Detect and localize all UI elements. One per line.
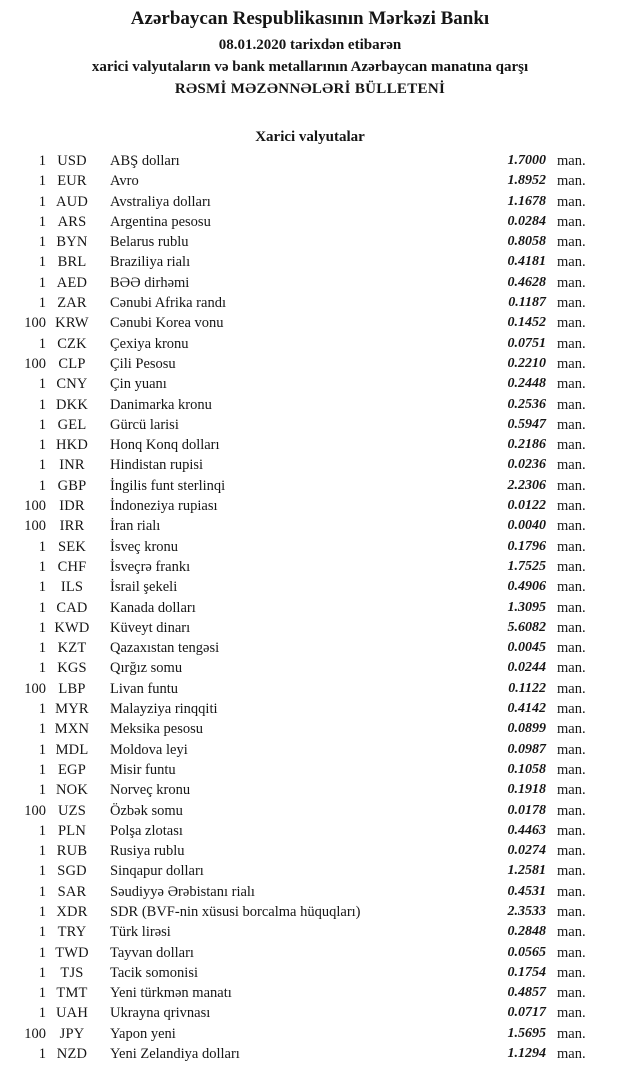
table-row: [0, 171, 620, 191]
table-row: [0, 922, 620, 942]
row-currency-name: Özbək somu: [110, 802, 183, 819]
row-unit-label: man.: [557, 355, 586, 372]
row-quantity: 100: [24, 518, 46, 535]
row-rate-value: 0.0899: [507, 721, 546, 737]
row-unit-label: man.: [557, 761, 586, 778]
row-rate-value: 0.0987: [507, 741, 546, 757]
row-unit-label: man.: [557, 518, 586, 535]
row-currency-name: Türk lirəsi: [110, 924, 171, 941]
row-currency-code: PLN: [58, 822, 86, 839]
row-currency-name: İsrail şekeli: [110, 579, 178, 596]
table-row: [0, 618, 620, 638]
row-unit-label: man.: [557, 1005, 586, 1022]
row-currency-code: BRL: [57, 254, 87, 271]
bank-name-title: Azərbaycan Respublikasının Mərkəzi Bankı: [130, 8, 490, 29]
table-row: [0, 455, 620, 475]
row-unit-label: man.: [557, 153, 586, 169]
row-unit-label: man.: [557, 619, 586, 636]
row-unit-label: man.: [557, 721, 586, 738]
row-currency-code: SAR: [57, 883, 87, 900]
row-rate-value: 0.1754: [507, 964, 546, 980]
row-currency-name: Argentina pesosu: [110, 213, 211, 230]
row-currency-code: XDR: [56, 903, 88, 920]
row-unit-label: man.: [557, 234, 586, 251]
row-rate-value: 0.1122: [508, 680, 546, 696]
row-currency-code: UAH: [55, 1005, 88, 1022]
row-currency-code: CLP: [58, 355, 86, 372]
row-currency-name: Kanada dolları: [110, 599, 196, 616]
row-currency-code: USD: [57, 153, 87, 169]
row-currency-name: İran rialı: [110, 518, 161, 535]
row-unit-label: man.: [557, 213, 586, 230]
row-quantity: 1: [38, 985, 46, 1002]
row-unit-label: man.: [557, 558, 586, 575]
document-header: [0, 0, 620, 98]
table-row: [0, 496, 620, 516]
row-quantity: 1: [38, 335, 46, 352]
row-unit-label: man.: [557, 1046, 586, 1063]
row-currency-name: Rusiya rublu: [110, 843, 185, 860]
table-row: [0, 841, 620, 861]
row-unit-label: man.: [557, 274, 586, 291]
row-rate-value: 1.7000: [507, 153, 546, 168]
table-row: [0, 658, 620, 678]
row-quantity: 1: [38, 457, 46, 474]
row-currency-code: UZS: [58, 802, 86, 819]
row-currency-code: CNY: [56, 376, 88, 393]
table-row: [0, 516, 620, 536]
row-quantity: 1: [38, 416, 46, 433]
table-row: [0, 415, 620, 435]
table-row: [0, 780, 620, 800]
row-rate-value: 0.0751: [507, 335, 546, 351]
row-unit-label: man.: [557, 376, 586, 393]
row-unit-label: man.: [557, 173, 586, 190]
row-currency-code: IDR: [59, 498, 85, 515]
row-unit-label: man.: [557, 254, 586, 271]
table-row: [0, 1024, 620, 1044]
row-unit-label: man.: [557, 985, 586, 1002]
row-rate-value: 0.4628: [507, 274, 546, 290]
table-row: [0, 293, 620, 313]
row-currency-code: RUB: [56, 843, 88, 860]
row-unit-label: man.: [557, 315, 586, 332]
row-unit-label: man.: [557, 193, 586, 210]
row-unit-label: man.: [557, 863, 586, 880]
row-quantity: 1: [38, 437, 46, 454]
table-row: [0, 760, 620, 780]
row-currency-code: MDL: [55, 741, 89, 758]
row-currency-name: ABŞ dolları: [110, 153, 180, 169]
table-row: [0, 374, 620, 394]
row-currency-code: CHF: [57, 558, 87, 575]
row-unit-label: man.: [557, 903, 586, 920]
row-quantity: 1: [38, 213, 46, 230]
row-currency-name: Qırğız somu: [110, 660, 183, 677]
table-row: [0, 598, 620, 618]
row-quantity: 1: [38, 843, 46, 860]
row-currency-code: KZT: [57, 640, 87, 657]
row-rate-value: 0.4906: [507, 579, 546, 595]
row-rate-value: 0.0178: [507, 802, 546, 818]
row-quantity: 1: [38, 761, 46, 778]
row-unit-label: man.: [557, 457, 586, 474]
row-currency-name: Cənubi Afrika randı: [110, 295, 226, 312]
row-currency-name: Küveyt dinarı: [110, 619, 191, 636]
row-currency-name: Yapon yeni: [110, 1025, 176, 1042]
row-currency-name: Norveç kronu: [110, 782, 191, 799]
row-currency-name: Misir funtu: [110, 761, 176, 778]
row-rate-value: 1.1294: [507, 1046, 546, 1062]
row-currency-name: Malayziya rinqqiti: [110, 701, 218, 718]
table-row: [0, 435, 620, 455]
row-rate-value: 2.2306: [507, 477, 546, 493]
row-quantity: 1: [38, 944, 46, 961]
row-currency-name: Cənubi Korea vonu: [110, 315, 224, 332]
row-currency-name: SDR (BVF-nin xüsusi borcalma hüquqları): [110, 903, 361, 920]
row-unit-label: man.: [557, 640, 586, 657]
row-unit-label: man.: [557, 964, 586, 981]
row-quantity: 1: [38, 173, 46, 190]
row-currency-code: SGD: [57, 863, 87, 880]
row-rate-value: 0.1452: [507, 315, 546, 331]
row-unit-label: man.: [557, 660, 586, 677]
row-rate-value: 0.0244: [507, 660, 546, 676]
row-quantity: 1: [38, 619, 46, 636]
row-quantity: 1: [38, 153, 46, 169]
row-currency-code: GEL: [57, 416, 87, 433]
row-currency-name: Sinqapur dolları: [110, 863, 204, 880]
table-row: [0, 719, 620, 739]
row-quantity: 1: [38, 640, 46, 657]
row-rate-value: 0.1918: [507, 782, 546, 798]
row-currency-code: BYN: [56, 234, 88, 251]
table-row: [0, 638, 620, 658]
row-currency-code: SEK: [58, 538, 86, 555]
row-quantity: 100: [24, 355, 46, 372]
row-rate-value: 0.8058: [507, 234, 546, 250]
row-currency-name: Avro: [110, 173, 139, 190]
table-row: [0, 861, 620, 881]
row-currency-name: Meksika pesosu: [110, 721, 204, 738]
row-rate-value: 0.5947: [507, 416, 546, 432]
row-rate-value: 2.3533: [507, 903, 546, 919]
row-currency-code: INR: [59, 457, 85, 474]
row-rate-value: 0.0717: [507, 1005, 546, 1021]
row-currency-code: TRY: [57, 924, 87, 941]
row-quantity: 1: [38, 883, 46, 900]
row-quantity: 1: [38, 295, 46, 312]
row-quantity: 1: [38, 538, 46, 555]
row-rate-value: 0.4531: [507, 883, 546, 899]
table-row: [0, 577, 620, 597]
bulletin-title: RƏSMİ MƏZƏNNƏLƏRİ BÜLLETENİ: [174, 81, 446, 97]
row-unit-label: man.: [557, 295, 586, 312]
row-quantity: 1: [38, 701, 46, 718]
table-row: [0, 334, 620, 354]
row-currency-name: İsveçrə frankı: [110, 558, 191, 575]
row-quantity: 1: [38, 903, 46, 920]
row-currency-code: MXN: [54, 721, 90, 738]
row-quantity: 1: [38, 477, 46, 494]
row-rate-value: 0.0284: [507, 213, 546, 229]
row-currency-code: NZD: [56, 1046, 88, 1063]
row-currency-name: Çexiya kronu: [110, 335, 189, 352]
row-quantity: 100: [24, 802, 46, 819]
table-row: [0, 801, 620, 821]
row-rate-value: 1.7525: [507, 558, 546, 574]
row-unit-label: man.: [557, 802, 586, 819]
table-row: [0, 902, 620, 922]
row-unit-label: man.: [557, 599, 586, 616]
table-row: [0, 1044, 620, 1064]
table-row: [0, 557, 620, 577]
row-currency-name: Çin yuanı: [110, 376, 167, 393]
row-rate-value: 1.8952: [507, 173, 546, 189]
table-row: [0, 273, 620, 293]
row-quantity: 1: [38, 579, 46, 596]
table-row: [0, 212, 620, 232]
row-currency-code: EUR: [57, 173, 87, 190]
table-row: [0, 313, 620, 333]
row-rate-value: 0.0040: [507, 518, 546, 534]
currency-table-body: [0, 151, 620, 1064]
table-row: [0, 476, 620, 496]
row-rate-value: 0.1796: [507, 538, 546, 554]
row-currency-name: İsveç kronu: [110, 538, 179, 555]
row-quantity: 1: [38, 376, 46, 393]
table-row: [0, 882, 620, 902]
row-unit-label: man.: [557, 822, 586, 839]
row-quantity: 1: [38, 660, 46, 677]
row-quantity: 1: [38, 234, 46, 251]
table-row: [0, 943, 620, 963]
table-row: [0, 983, 620, 1003]
table-row: [0, 151, 620, 171]
subject-line: xarici valyutaların və bank metallarının Azərbaycan manatına qarşı: [91, 59, 529, 75]
row-currency-code: DKK: [55, 396, 88, 413]
row-rate-value: 0.0236: [507, 457, 546, 473]
row-currency-code: TMT: [56, 985, 88, 1002]
row-unit-label: man.: [557, 437, 586, 454]
row-rate-value: 0.1187: [508, 295, 546, 311]
row-quantity: 1: [38, 558, 46, 575]
row-unit-label: man.: [557, 701, 586, 718]
table-row: [0, 679, 620, 699]
table-row: [0, 192, 620, 212]
table-row: [0, 1003, 620, 1023]
row-currency-name: İngilis funt sterlinqi: [110, 477, 226, 494]
row-rate-value: 0.0274: [507, 843, 546, 859]
row-currency-name: Braziliya rialı: [110, 254, 191, 271]
row-quantity: 1: [38, 924, 46, 941]
table-row: [0, 537, 620, 557]
row-currency-code: KRW: [55, 315, 89, 332]
row-quantity: 100: [24, 315, 46, 332]
row-currency-code: CAD: [56, 599, 88, 616]
row-currency-code: ILS: [60, 579, 84, 596]
row-rate-value: 0.2210: [507, 355, 546, 371]
row-currency-code: TWD: [55, 944, 89, 961]
row-currency-code: AUD: [55, 193, 88, 210]
table-row: [0, 963, 620, 983]
row-currency-code: KWD: [54, 619, 90, 636]
row-unit-label: man.: [557, 680, 586, 697]
table-row: [0, 699, 620, 719]
row-quantity: 1: [38, 782, 46, 799]
row-currency-name: Polşa zlotası: [110, 822, 183, 839]
row-currency-code: LBP: [58, 680, 86, 697]
table-row: [0, 354, 620, 374]
row-unit-label: man.: [557, 782, 586, 799]
table-row: [0, 740, 620, 760]
row-quantity: 1: [38, 741, 46, 758]
row-currency-name: Danimarka kronu: [110, 396, 212, 413]
row-currency-name: İndoneziya rupiası: [110, 498, 218, 515]
row-quantity: 1: [38, 822, 46, 839]
row-rate-value: 5.6082: [507, 619, 546, 635]
table-row: [0, 821, 620, 841]
row-currency-code: NOK: [55, 782, 88, 799]
row-quantity: 1: [38, 721, 46, 738]
row-rate-value: 0.4181: [507, 254, 546, 270]
row-currency-code: IRR: [59, 518, 85, 535]
row-rate-value: 0.0565: [507, 944, 546, 960]
row-currency-name: Avstraliya dolları: [110, 193, 211, 210]
row-currency-code: KGS: [57, 660, 87, 677]
row-currency-name: Tayvan dolları: [110, 944, 194, 961]
table-row: [0, 395, 620, 415]
row-unit-label: man.: [557, 498, 586, 515]
row-rate-value: 0.1058: [507, 761, 546, 777]
row-rate-value: 0.2186: [507, 437, 546, 453]
row-quantity: 1: [38, 193, 46, 210]
row-unit-label: man.: [557, 335, 586, 352]
row-rate-value: 1.5695: [507, 1025, 546, 1041]
row-currency-code: ARS: [57, 213, 87, 230]
row-unit-label: man.: [557, 843, 586, 860]
row-rate-value: 1.2581: [507, 863, 546, 879]
row-quantity: 1: [38, 274, 46, 291]
row-quantity: 1: [38, 396, 46, 413]
row-quantity: 1: [38, 254, 46, 271]
row-unit-label: man.: [557, 944, 586, 961]
row-currency-code: EGP: [58, 761, 86, 778]
row-rate-value: 0.4142: [507, 701, 546, 717]
row-quantity: 1: [38, 964, 46, 981]
row-unit-label: man.: [557, 1025, 586, 1042]
row-currency-code: TJS: [60, 964, 84, 981]
row-currency-name: Belarus rublu: [110, 234, 189, 251]
row-currency-name: Tacik somonisi: [110, 964, 198, 981]
row-unit-label: man.: [557, 416, 586, 433]
row-currency-name: Qazaxıstan tengəsi: [110, 640, 220, 657]
row-currency-name: Yeni Zelandiya dolları: [110, 1046, 240, 1063]
row-currency-code: HKD: [55, 437, 88, 454]
row-currency-code: MYR: [55, 701, 89, 718]
row-rate-value: 0.4857: [507, 985, 546, 1001]
table-row: [0, 252, 620, 272]
row-currency-name: Honq Konq dolları: [110, 437, 220, 454]
row-currency-name: Moldova leyi: [110, 741, 188, 758]
row-quantity: 100: [24, 1025, 46, 1042]
row-currency-name: Livan funtu: [110, 680, 179, 697]
effective-date-line: 08.01.2020 tarixdən etibarən: [218, 37, 402, 53]
row-quantity: 100: [24, 680, 46, 697]
row-currency-code: CZK: [57, 335, 87, 352]
row-rate-value: 0.2448: [507, 376, 546, 392]
row-quantity: 1: [38, 1005, 46, 1022]
row-quantity: 1: [38, 863, 46, 880]
row-rate-value: 1.3095: [507, 599, 546, 615]
row-unit-label: man.: [557, 477, 586, 494]
row-currency-code: GBP: [57, 477, 87, 494]
row-rate-value: 0.4463: [507, 822, 546, 838]
row-quantity: 100: [24, 498, 46, 515]
row-currency-name: Hindistan rupisi: [110, 457, 204, 474]
row-unit-label: man.: [557, 741, 586, 758]
row-unit-label: man.: [557, 396, 586, 413]
row-currency-code: AED: [56, 274, 88, 291]
row-quantity: 1: [38, 599, 46, 616]
row-rate-value: 0.0045: [507, 640, 546, 656]
row-unit-label: man.: [557, 883, 586, 900]
row-currency-name: Yeni türkmən manatı: [110, 985, 232, 1002]
row-unit-label: man.: [557, 924, 586, 941]
row-unit-label: man.: [557, 538, 586, 555]
table-row: [0, 232, 620, 252]
row-quantity: 1: [38, 1046, 46, 1063]
row-rate-value: 1.1678: [507, 193, 546, 209]
row-currency-name: BƏƏ dirhəmi: [110, 274, 190, 291]
row-currency-name: Çili Pesosu: [110, 355, 176, 372]
section-title-foreign-currencies: Xarici valyutalar: [255, 129, 365, 145]
row-currency-name: Gürcü larisi: [110, 416, 179, 433]
row-currency-code: ZAR: [57, 295, 87, 312]
row-currency-name: Səudiyyə Ərəbistanı rialı: [110, 883, 255, 900]
row-rate-value: 0.2536: [507, 396, 546, 412]
row-rate-value: 0.2848: [507, 924, 546, 940]
row-unit-label: man.: [557, 579, 586, 596]
row-currency-code: JPY: [59, 1025, 85, 1042]
row-rate-value: 0.0122: [507, 498, 546, 514]
row-currency-name: Ukrayna qrivnası: [110, 1005, 211, 1022]
